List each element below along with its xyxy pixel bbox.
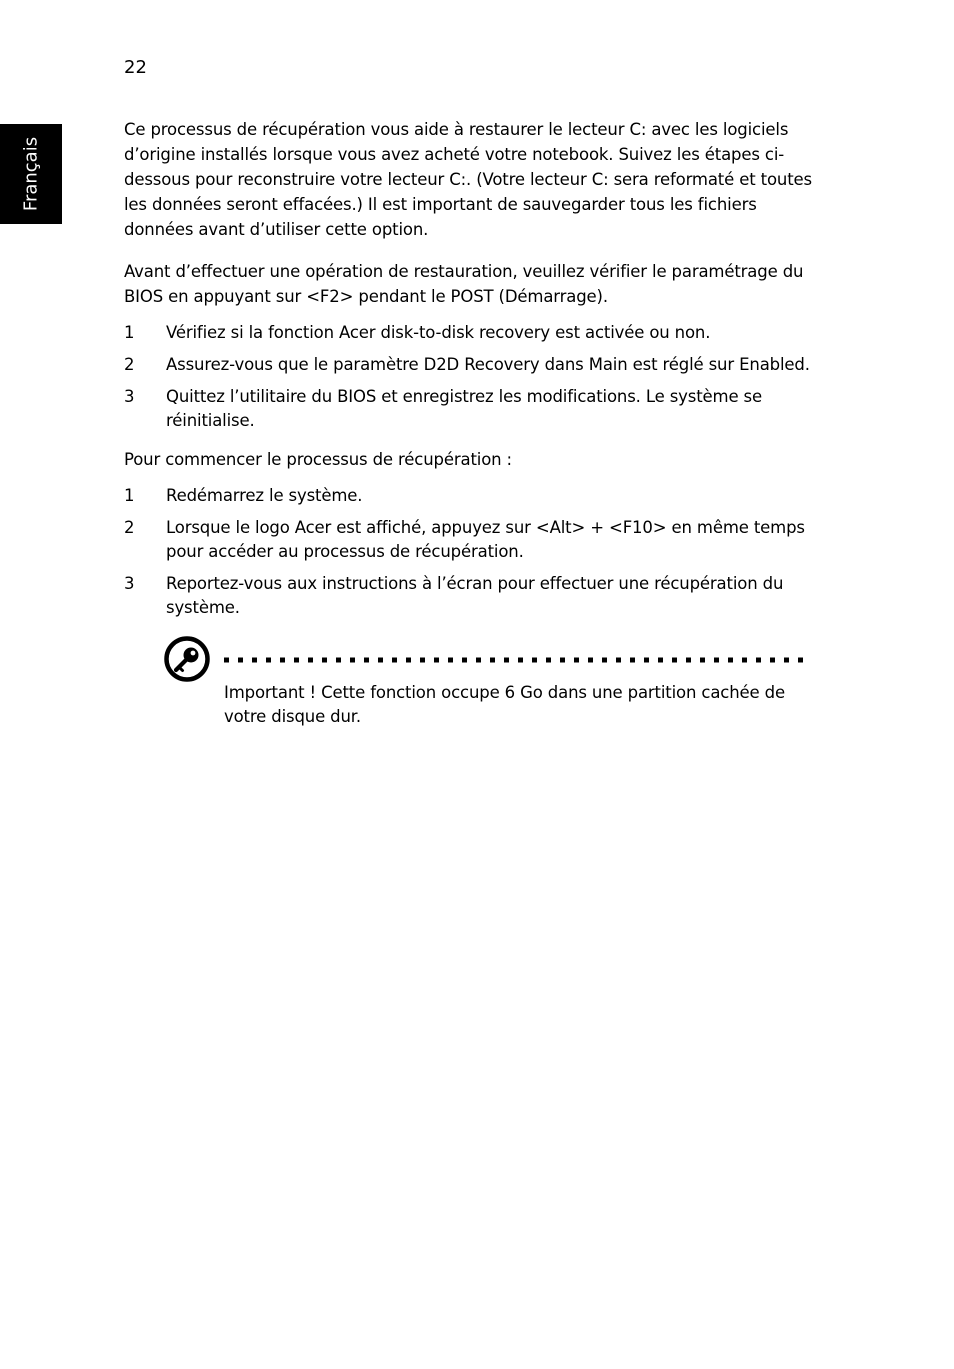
bios-paragraph-text: Avant d’effectuer une opération de restauration, veuillez vérifier le paramétrage du BIOS en appuyant sur: [124, 262, 804, 306]
language-tab: [0, 124, 62, 224]
step-number: 2: [124, 518, 135, 537]
step-text-mid: est réglé sur: [627, 355, 740, 374]
page-content: [124, 117, 814, 726]
list-item: [124, 353, 814, 377]
note-body: Cette fonction occupe 6 Go dans une partition cachée de votre disque dur.: [224, 683, 785, 726]
intro-paragraph: Ce processus de récupération vous aide à restaurer le lecteur C: avec les logiciels d’origine installés lorsque vous avez acheté votre notebook. Suivez les étapes ci-dessous pour reconstruire votre lecteur C:. (Votre lecteur C: sera reformaté et toutes les données seront effacées.) Il est important de sauvegarder tous les fichiers données avant d’utiliser cette option.: [124, 120, 812, 239]
step-number: 3: [124, 574, 135, 593]
list-item: [124, 516, 814, 564]
step-text: Assurez-vous que le paramètre: [166, 355, 424, 374]
step-number: 2: [124, 355, 135, 374]
step-text: Vérifiez si la fonction: [166, 323, 340, 342]
list-item: [124, 572, 814, 620]
step-text-end: en même temps pour accéder au processus de récupération.: [166, 518, 805, 561]
list-item: [124, 321, 814, 345]
bios-steps-list: [124, 321, 814, 433]
step-term: <Alt> + <F10>: [535, 518, 667, 537]
page-number: 22: [124, 57, 147, 78]
note-label: Important !: [224, 683, 317, 702]
step-text-mid: dans: [539, 355, 589, 374]
step-text: Lorsque le logo Acer est affiché, appuyez sur: [166, 518, 536, 537]
recovery-steps-list: [124, 484, 814, 620]
step-term: Acer disk-to-disk recovery: [339, 323, 551, 342]
step-text: Redémarrez le système.: [166, 486, 363, 505]
list-item: [124, 484, 814, 508]
important-note: [124, 636, 814, 726]
step-term: D2D Recovery: [423, 355, 540, 374]
important-key-icon: [164, 636, 210, 682]
list-item: [124, 385, 814, 433]
language-tab-label: Français: [20, 136, 42, 212]
f2-key: <F2>: [306, 287, 354, 306]
step-number: 3: [124, 387, 135, 406]
step-term: Main: [588, 355, 628, 374]
step-text: Reportez-vous aux instructions à l’écran pour effectuer une récupération du système.: [166, 574, 784, 617]
step-text-end: .: [804, 355, 810, 374]
step-term: Enabled: [739, 355, 805, 374]
step-number: 1: [124, 486, 135, 505]
bios-paragraph-text-end: pendant le POST (Démarrage).: [353, 287, 608, 306]
bios-paragraph: [124, 259, 814, 309]
step-text: Quittez l’utilitaire du BIOS et enregistrez les modifications. Le système se réinitialise.: [166, 387, 762, 430]
note-text: [224, 681, 814, 729]
dotted-divider: [224, 657, 808, 663]
step-text-end: est activée ou non.: [550, 323, 711, 342]
step-number: 1: [124, 323, 135, 342]
recovery-intro: Pour commencer le processus de récupération :: [124, 450, 512, 469]
